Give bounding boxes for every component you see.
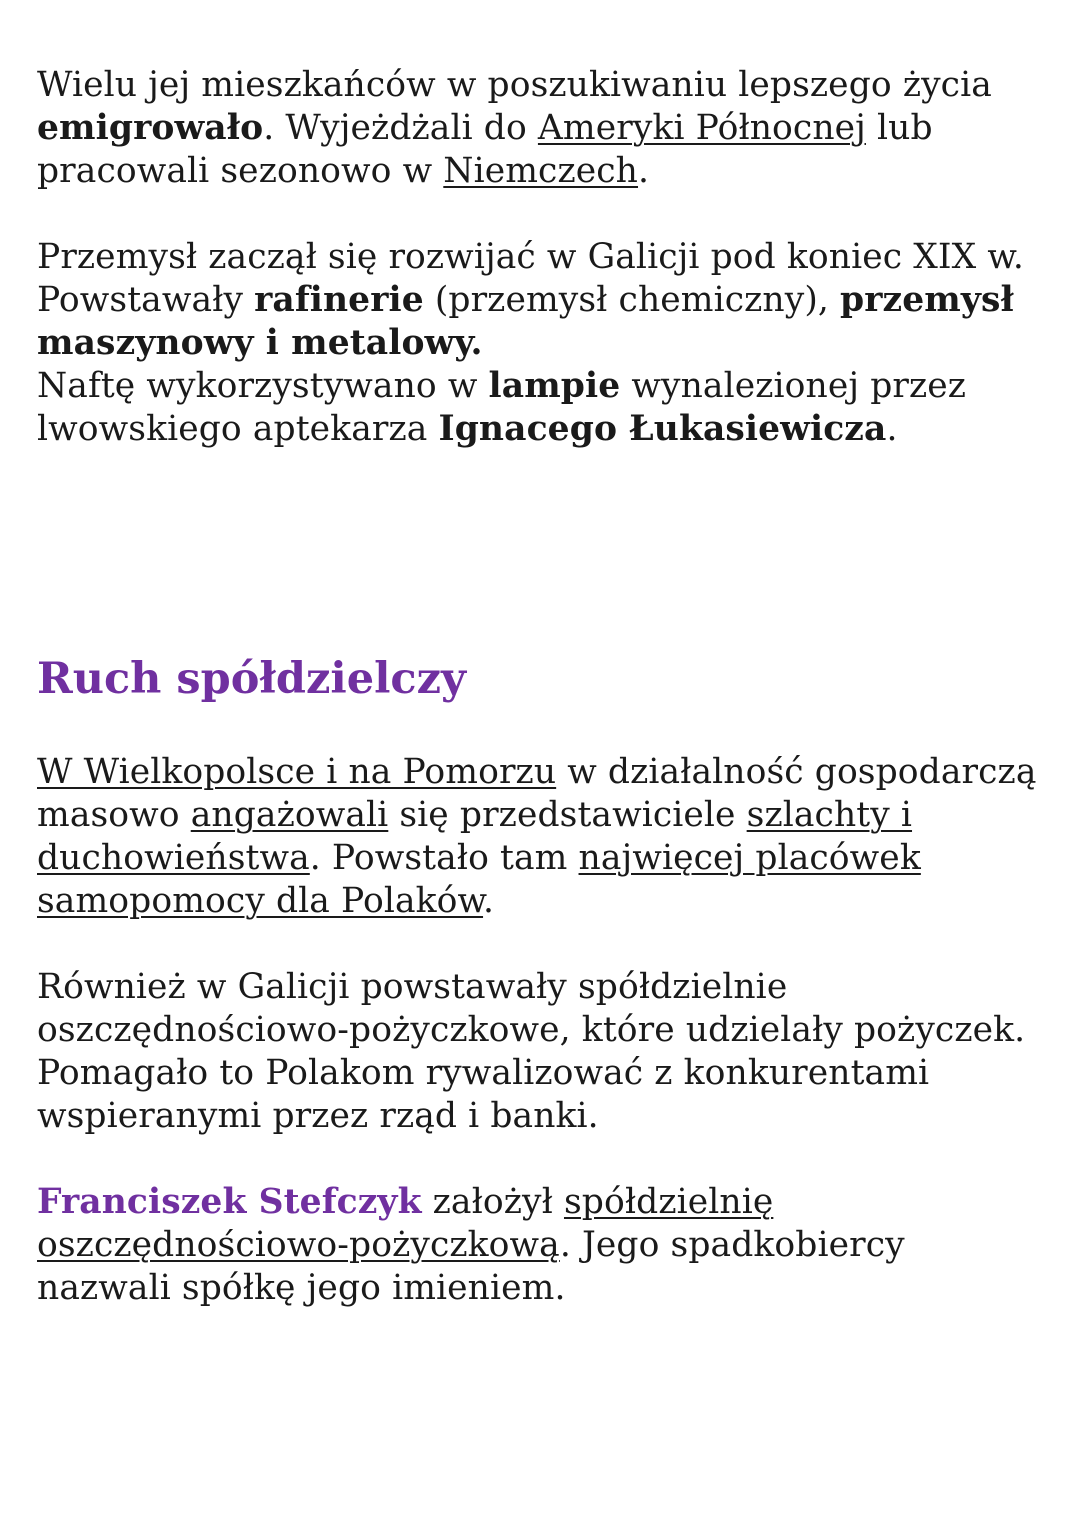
text-span: . [483, 881, 495, 921]
paragraph-spacer [37, 1138, 1047, 1181]
text-span: . Powstało tam [309, 838, 579, 878]
text-span: . [638, 151, 650, 191]
galicia-paragraph: Również w Galicji powstawały spółdzielnie oszczędnościowo-pożyczkowe, które udzielały pożyczek. Pomagało to Polakom rywalizować z konkurentami wspieranymi przez rząd i banki. [37, 967, 1026, 1136]
emigration-paragraph [37, 64, 1047, 193]
text-span: w działalność gospodarczą masowo [37, 752, 1037, 835]
underlined-term: Niemczech [443, 151, 639, 191]
text-span: Przemysł zaczął się rozwijać w Galicji pod koniec XIX w. Powstawały [37, 237, 1024, 320]
underlined-term: najwięcej placówek samopomocy dla Polaków [37, 838, 921, 921]
text-span: Wielu jej mieszkańców w poszukiwaniu lepszego życia [37, 65, 992, 105]
bold-term: emigrowało [37, 108, 264, 148]
underlined-term: spółdzielnię oszczędnościowo-pożyczkową [37, 1182, 774, 1265]
underlined-term: W Wielkopolsce i na Pomorzu [37, 752, 557, 792]
text-span: się przedstawiciele [388, 795, 747, 835]
text-span: lub pracowali sezonowo w [37, 108, 933, 191]
paragraph-spacer [37, 923, 1047, 966]
bold-term: przemysł maszynowy i metalowy. [37, 280, 1014, 363]
heading-spacer [37, 704, 1047, 751]
text-span: . Wyjeżdżali do [263, 108, 538, 148]
bold-term: Ignacego Łukasiewicza [438, 409, 887, 449]
bold-term: rafinerie [254, 280, 424, 320]
stefczyk-paragraph [37, 1181, 1047, 1310]
paragraph-spacer [37, 193, 1047, 236]
naphtha-paragraph [37, 365, 1047, 451]
underlined-term: Ameryki Północnej [537, 108, 866, 148]
text-span: wynalezionej przez lwowskiego aptekarza [37, 366, 967, 449]
bold-term: lampie [488, 366, 621, 406]
section-heading: Ruch spółdzielczy [37, 654, 467, 704]
text-span: (przemysł chemiczny), [423, 280, 841, 320]
underlined-term: angażowali [190, 795, 389, 835]
underlined-term: szlachty i duchowieństwa [37, 795, 913, 878]
section-spacer [37, 451, 1047, 654]
industry-paragraph [37, 236, 1047, 365]
text-span: założył [421, 1182, 564, 1222]
wielkopolska-paragraph [37, 751, 1047, 923]
document-page [37, 64, 1047, 1310]
person-name: Franciszek Stefczyk [37, 1182, 422, 1222]
text-span: . [886, 409, 898, 449]
text-span: . Jego spadkobiercy nazwali spółkę jego imieniem. [37, 1225, 905, 1308]
text-span: Naftę wykorzystywano w [37, 366, 489, 406]
